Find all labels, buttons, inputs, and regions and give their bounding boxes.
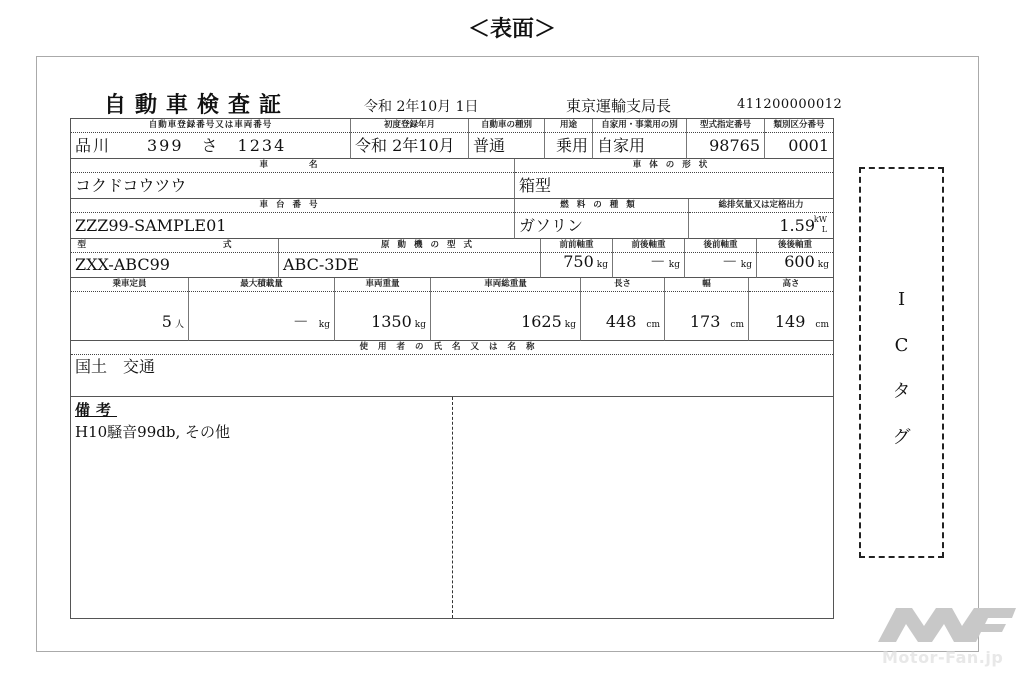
motorfan-logo-icon [878,598,1018,646]
model-designation-value: 98765 [709,136,760,155]
issue-date: 令和 2年10月 1日 [364,99,479,115]
engine-model-cell [279,239,541,278]
rear-front-axle-cell: 後前軸重 － kg [685,239,757,278]
fuel-type-label: 燃料の種類 [515,199,688,213]
front-front-axle-value: 750 [563,252,594,271]
vehicle-type-value: 普通 [473,136,506,155]
private-business-label: 自家用・事業用の別 [593,119,686,133]
rear-rear-axle-label: 後後軸重 [757,239,833,253]
body-shape-cell [515,159,833,199]
model-designation-label: 型式指定番号 [687,119,764,133]
category-number-label: 類別区分番号 [765,119,833,133]
certificate-title: 自動車検査証 [104,93,291,118]
registration-number-value: 品川 399 さ 1234 [75,136,287,155]
length-value: 448 [605,312,637,331]
private-business-cell [593,119,687,159]
remarks-value: H10騒音99db, その他 [75,423,230,441]
first-registration-value: 令和 2年10月 [355,136,455,155]
user-cell [71,341,833,397]
front-front-axle-label: 前前軸重 [541,239,612,253]
model-designation-cell [687,119,765,159]
engine-model-label: 原動機の型式 [279,239,540,253]
use-value: 乗用 [555,136,588,155]
category-number-cell [765,119,833,159]
vehicle-weight-cell: 車両重量 1350 kg [335,278,431,341]
rear-front-axle-label: 後前軸重 [685,239,756,253]
displacement-unit: kW L [813,215,827,234]
remarks-cell [71,397,833,618]
vehicle-weight-value: 1350 [371,312,412,331]
body-shape-label: 車体の形状 [515,159,833,173]
registration-number-cell [71,119,351,159]
model-value: ZXX-ABC99 [75,255,170,274]
first-registration-cell [351,119,469,159]
vehicle-type-label: 自動車の種別 [469,119,544,133]
width-label: 幅 [665,278,748,292]
height-cell: 高さ 149 cm [749,278,833,341]
gross-weight-cell: 車両総重量 1625 kg [431,278,581,341]
chassis-number-label: 車台番号 [71,199,514,213]
registration-number-label: 自動車登録番号又は車両番号 [71,119,350,133]
user-label: 使用者の氏名又は名称 [71,341,833,355]
model-cell [71,239,279,278]
page-heading: ＜表面＞ [467,17,556,42]
use-label: 用途 [545,119,592,133]
watermark-text: Motor-Fan.jp [882,648,1004,667]
first-registration-label: 初度登録年月 [351,119,468,133]
rear-rear-axle-cell: 後後軸重 600 kg [757,239,833,278]
front-rear-axle-label: 前後軸重 [613,239,684,253]
category-number-value: 0001 [788,136,829,155]
gross-weight-value: 1625 [521,312,562,331]
displacement-value: 1.59 [779,216,815,235]
remarks-divider [452,397,453,618]
fuel-type-value: ガソリン [519,216,584,235]
height-value: 149 [774,312,806,331]
height-label: 高さ [749,278,833,292]
max-load-value: － [292,312,309,331]
private-business-value: 自家用 [597,136,646,155]
capacity-cell: 乗車定員 5 人 [71,278,189,341]
width-value: 173 [689,312,721,331]
model-label: 型 式 [71,239,278,253]
front-rear-axle-value: － [649,252,666,271]
remarks-label: 備考 [75,401,118,419]
car-name-cell [71,159,515,199]
gross-weight-label: 車両総重量 [431,278,580,292]
max-load-cell: 最大積載量 － kg [189,278,335,341]
engine-model-value: ABC-3DE [283,255,359,274]
chassis-number-cell [71,199,515,239]
certificate-table [70,118,834,619]
rear-rear-axle-value: 600 [784,252,815,271]
displacement-label: 総排気量又は定格出力 [689,199,833,213]
body-shape-value: 箱型 [519,176,552,195]
chassis-number-value: ZZZ99-SAMPLE01 [75,216,227,235]
ic-tag-area [859,167,944,558]
certificate-number: 411200000012 [737,97,843,112]
fuel-type-cell [515,199,689,239]
front-rear-axle-cell: 前後軸重 － kg [613,239,685,278]
car-name-value: コクドコウツウ [75,176,187,195]
issuing-office: 東京運輸支局長 [566,97,672,115]
front-front-axle-cell: 前前軸重 750 kg [541,239,613,278]
rear-front-axle-value: － [721,252,738,271]
length-label: 長さ [581,278,664,292]
max-load-label: 最大積載量 [189,278,334,292]
user-value: 国土 交通 [75,357,156,376]
ic-tag-label: I C タ グ [892,289,911,448]
width-cell: 幅 173 cm [665,278,749,341]
vehicle-weight-label: 車両重量 [335,278,430,292]
displacement-cell [689,199,833,239]
length-cell: 長さ 448 cm [581,278,665,341]
capacity-label: 乗車定員 [71,278,188,292]
capacity-value: 5 [161,312,172,331]
use-cell [545,119,593,159]
car-name-label: 車 名 [71,159,514,173]
vehicle-type-cell [469,119,545,159]
